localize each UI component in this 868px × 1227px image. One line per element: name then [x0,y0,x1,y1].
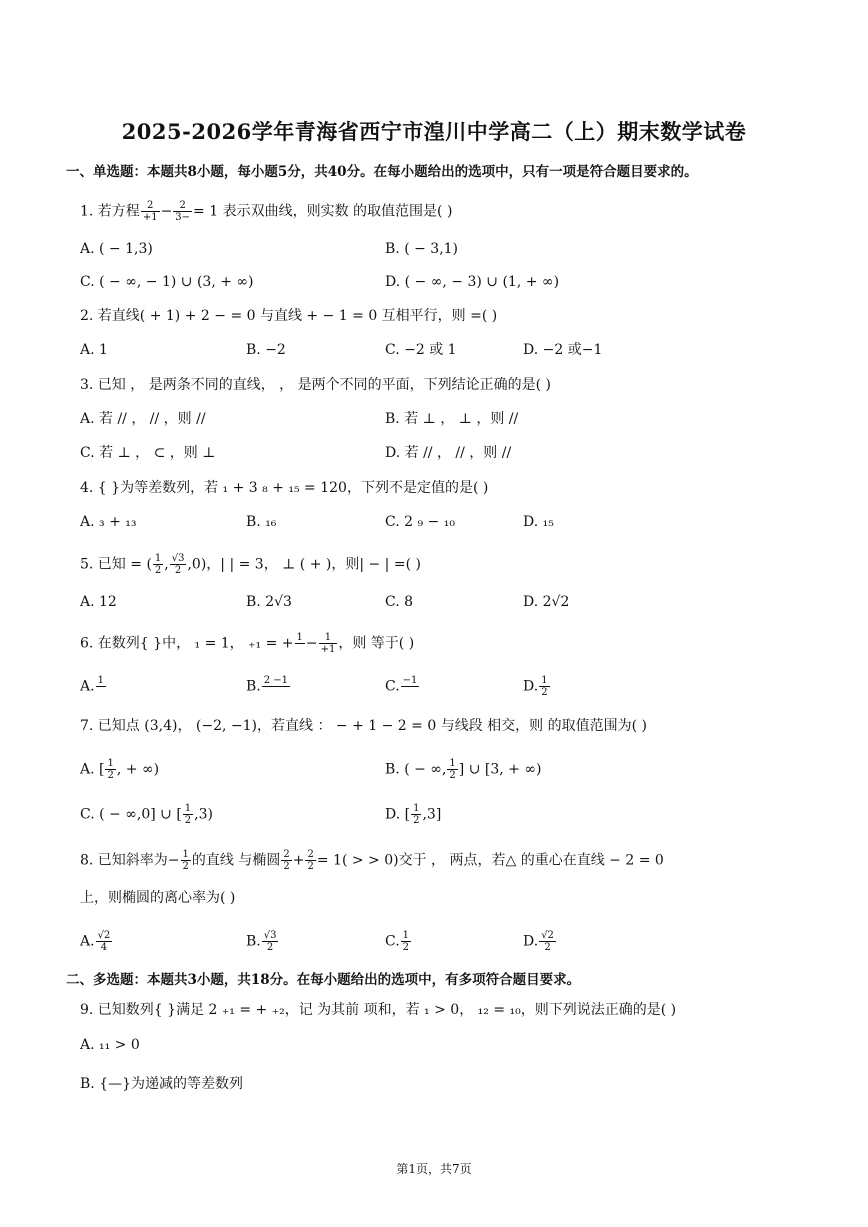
q1-option-d: D. ( − ∞, − 3) ∪ (1, + ∞) [385,274,560,290]
q2-option-d: D. −2 或−1 [523,342,603,358]
question-7: 7. 已知点 (3,4)， (−2, −1)，若直线 ： − + 1 − 2 = 0 与线段 相交，则 的取值范围为( ) [80,718,647,734]
q7-option-a: A. [ $\frac{1}{2}$ , + ∞) [80,758,160,781]
q6-option-d: D. $\frac{1}{2}$ [523,675,548,698]
fraction: $\frac{1}{2}$ [154,553,162,576]
fraction: $\frac{√3}{2}$ [171,553,185,576]
q9-option-b: B. {—}为递减的等差数列 [80,1076,244,1092]
q5-option-d: D. 2√2 [523,594,570,610]
q7-option-c: C. ( − ∞,0] ∪ [ $\frac{1}{2}$ ,3) [80,803,213,826]
q6-option-c: C. −1 [385,675,418,695]
q3-option-c: C. 若 ⊥ ， ⊂ ，则 ⊥ [80,445,216,461]
question-8-continued: 上，则椭圆的离心率为( ) [80,890,236,906]
question-3: 3. 已知 ， 是两条不同的直线， ， 是两个不同的平面，下列结论正确的是( ) [80,377,551,393]
q4-option-c: C. 2 ₉ − ₁₀ [385,514,455,530]
q9-option-a: A. ₁₁ > 0 [80,1037,140,1053]
q8-option-b: B. $\frac{√3}{2}$ [246,930,277,953]
q1-option-a: A. ( − 1,3) [80,241,153,257]
q5-option-a: A. 12 [80,594,117,610]
page-footer: 第1页，共7页 [396,1162,472,1176]
question-8: 8. 已知斜率为− $\frac{1}{2}$ 的直线 与椭圆 $\frac{2}{2}$ + $\frac{2}{2}$ = 1( > > 0)交于 ， 两点，若△ 的重心在直线 − 2 = 0 [80,849,664,872]
fraction: 1 [296,632,303,643]
q2-option-a: A. 1 [80,342,108,358]
q4-option-d: D. ₁₅ [523,514,554,530]
q2-option-b: B. −2 [246,342,286,358]
q4-option-a: A. ₃ + ₁₃ [80,514,137,530]
q7-option-b: B. ( − ∞, $\frac{1}{2}$ ] ∪ [3, + ∞) [385,758,542,781]
section-heading-single-choice: 一、单选题：本题共8小题，每小题5分，共40分。在每小题给出的选项中，只有一项是符合题目要求的。 [66,164,698,180]
question-2: 2. 若直线( + 1) + 2 − = 0 与直线 + − 1 = 0 互相平行，则 =( ) [80,308,498,324]
section-heading-multi-choice: 二、多选题：本题共3小题，共18分。在每小题给出的选项中，有多项符合题目要求。 [66,972,581,988]
question-1: 1. 若方程 $\frac{2}{+1}$ − $\frac{2}{3-}$ = 1 表示双曲线，则实数 的取值范围是( ) [80,200,453,223]
q1-option-c: C. ( − ∞, − 1) ∪ (3, + ∞) [80,274,254,290]
q6-option-b: B. 2 −1 [246,675,289,695]
question-4: 4. { }为等差数列，若 ₁ + 3 ₈ + ₁₅ = 120，下列不是定值的是( ) [80,480,489,496]
page-title: 2025-2026学年青海省西宁市湟川中学高二（上）期末数学试卷 [121,119,747,144]
fraction: $\frac{1}{+1}$ [320,632,336,655]
q4-option-b: B. ₁₆ [246,514,277,530]
question-6: 6. 在数列{ }中， ₁ = 1， ₊₁ = + 1 − $\frac{1}{+1}$ ，则 等于( ) [80,632,415,655]
q1-option-b: B. ( − 3,1) [385,241,459,257]
q8-option-a: A. $\frac{√2}{4}$ [80,930,111,953]
fraction: $\frac{2}{3-}$ [175,200,191,223]
q6-option-a: A. 1 [80,675,104,695]
q3-option-d: D. 若 // ， // ，则 // [385,445,512,461]
question-9: 9. 已知数列{ }满足 2 ₊₁ = + ₊₂，记 为其前 项和，若 ₁ > 0， ₁₂ = ₁₀，则下列说法正确的是( ) [80,1002,677,1018]
question-5: 5. 已知 = ( $\frac{1}{2}$ , $\frac{√3}{2}$ ,0)，| | = 3， ⊥ ( + )，则| − | =( ) [80,553,421,576]
q2-option-c: C. −2 或 1 [385,342,457,358]
q7-option-d: D. [ $\frac{1}{2}$ ,3] [385,803,442,826]
q8-option-c: C. $\frac{1}{2}$ [385,930,410,953]
q3-option-a: A. 若 // ， // ，则 // [80,411,206,427]
q8-option-d: D. $\frac{√2}{2}$ [523,930,554,953]
q3-option-b: B. 若 ⊥ ， ⊥ ，则 // [385,411,519,427]
question-1-text: 1. 若方程 [80,203,140,220]
q5-option-b: B. 2√3 [246,594,292,610]
q5-option-c: C. 8 [385,594,414,610]
fraction: $\frac{2}{+1}$ [142,200,158,223]
